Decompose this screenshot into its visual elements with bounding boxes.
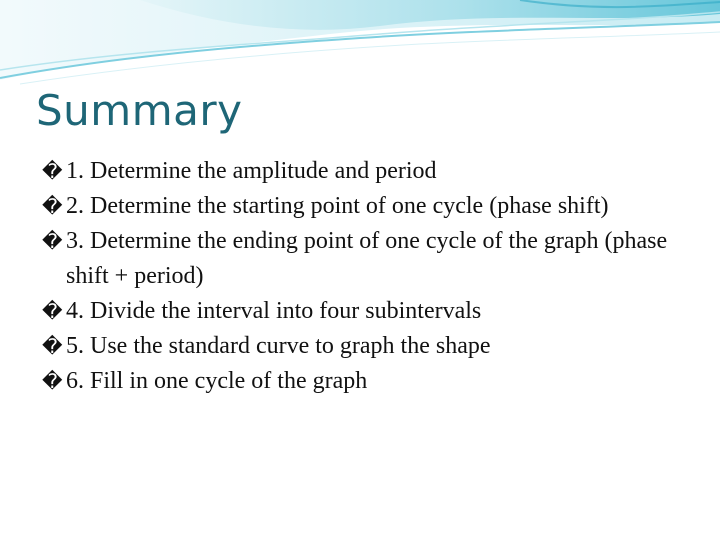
list-item-text: 2. Determine the starting point of one cycle (phase shift) <box>66 193 609 219</box>
list-item-text: 5. Use the standard curve to graph the shape <box>66 333 491 359</box>
list-item <box>42 294 682 329</box>
slide-title: Summary <box>36 86 243 135</box>
list-item <box>42 364 682 399</box>
bullet-glyph-icon: � <box>42 369 63 393</box>
bullet-glyph-icon: � <box>42 159 63 183</box>
bullet-glyph-icon: � <box>42 194 63 218</box>
list-item-text: 6. Fill in one cycle of the graph <box>66 368 368 394</box>
summary-steps-list <box>42 154 682 399</box>
list-item-text: 1. Determine the amplitude and period <box>66 158 437 184</box>
list-item-text: 4. Divide the interval into four subintervals <box>66 298 482 324</box>
list-item-text: 3. Determine the ending point of one cycle of the graph (phase shift + period) <box>66 228 668 289</box>
bullet-glyph-icon: � <box>42 229 63 253</box>
list-item <box>42 329 682 364</box>
list-item <box>42 154 682 189</box>
decorative-wave-banner <box>0 0 720 90</box>
bullet-glyph-icon: � <box>42 334 63 358</box>
bullet-glyph-icon: � <box>42 299 63 323</box>
list-item <box>42 224 682 294</box>
list-item <box>42 189 682 224</box>
